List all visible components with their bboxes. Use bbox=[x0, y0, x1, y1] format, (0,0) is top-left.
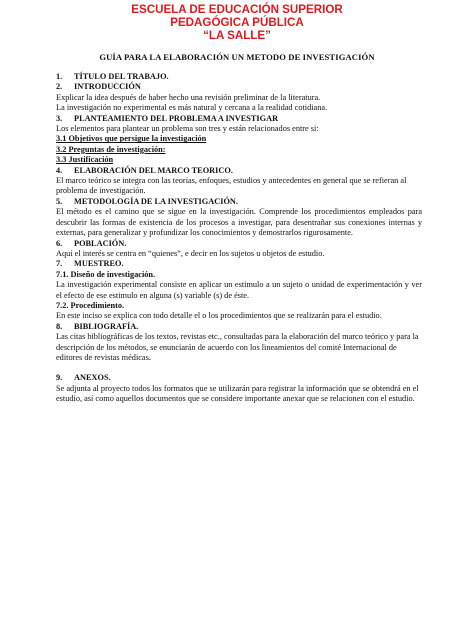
subsection-3-2: 3.2 Preguntas de investigación: bbox=[56, 144, 166, 154]
section-4-title: ELABORACIÓN DEL MARCO TEORICO. bbox=[74, 165, 233, 175]
section-2-heading bbox=[56, 82, 422, 92]
section-8-number: 8. bbox=[56, 321, 63, 331]
section-5-heading bbox=[56, 197, 422, 207]
section-3-title: PLANTEAMIENTO DEL PROBLEMA A INVESTIGAR bbox=[74, 113, 279, 123]
section-5-paragraph: El método es el camino que se sigue en la investigación. Comprende los procedimientos empleados para descubrir las formas de existencia de los procesos a investigar, para desentrañar sus conexiones internas y externas, para generalizar y profundizar los conocimientos y demostrarlos rigurosamente. bbox=[56, 207, 422, 238]
section-1-title: TÍTULO DEL TRABAJO. bbox=[74, 72, 169, 81]
section-7-heading bbox=[56, 259, 422, 269]
school-name-line2: PEDAGÓGICA PÚBLICA bbox=[170, 16, 304, 29]
document-body bbox=[56, 72, 422, 405]
section-4-number: 4. bbox=[56, 165, 63, 175]
subsection-3-1: 3.1 Objetivos que persigue la investigación bbox=[56, 134, 207, 144]
section-5-title: METODOLOGÍA DE LA INVESTIGACIÓN. bbox=[74, 196, 238, 206]
section-2-paragraph-2: La investigación no experimental es más natural y cercana a la realidad cotidiana. bbox=[56, 103, 328, 113]
subsection-7-1: 7.1. Diseño de investigación. bbox=[56, 269, 156, 279]
subsection-3-3: 3.3 Justificación bbox=[56, 155, 114, 165]
section-9-heading bbox=[56, 373, 422, 383]
section-6-title: POBLACIÓN. bbox=[74, 238, 127, 248]
section-7-number: 7. bbox=[56, 259, 63, 269]
section-9-title: ANEXOS. bbox=[74, 373, 111, 383]
document-title: GUÍA PARA LA ELABORACIÓN UN METODO DE INVESTIGACIÓN bbox=[99, 52, 375, 62]
section-8-paragraph: Las citas bibliográficas de los textos, revistas etc., consultadas para la elaboración del marco teórico y para la descripción de los métodos, se enunciarán de acuerdo con los lineamientos del comité Internacional de editores de revistas médicas. bbox=[56, 332, 419, 362]
section-6-paragraph: Aquí el interés se centra en “quienes”, e decir en los sujetos u objetos de estudio. bbox=[56, 248, 325, 258]
section-9-number: 9. bbox=[56, 373, 63, 383]
section-spacer bbox=[56, 363, 422, 373]
subsection-7-1-paragraph: La investigación experimental consiste en aplicar un estimulo a un sujeto o unidad de experimentación y ver el efecto de ese estimulo en alguna (s) variable (s) de éste. bbox=[56, 280, 422, 300]
school-header bbox=[0, 3, 474, 42]
section-4-paragraph: El marco teórico se integra con las teorías, enfoques, estudios y antecedentes en general que se refieran al problema de investigación. bbox=[56, 176, 407, 196]
section-3-heading bbox=[56, 114, 422, 124]
section-2-paragraph-1: Explicar la idea después de haber hecho una revisión preliminar de la literatura. bbox=[56, 92, 321, 102]
subsection-7-2-paragraph: En este inciso se explica con todo detalle el o los procedimientos que se realizarán para el estudio. bbox=[56, 311, 382, 321]
section-1-number: 1. bbox=[56, 72, 63, 81]
section-2-title: INTRODUCCIÓN bbox=[74, 82, 141, 92]
subsection-7-2: 7.2. Procedimiento. bbox=[56, 300, 125, 310]
section-6-heading bbox=[56, 239, 422, 249]
section-9-paragraph: Se adjunta al proyecto todos los formatos que se utilizarán para registrar la información que se obtendrá en el estudio, así como aquellos documentos que se considere importante anexar que se relacionen con el estudio. bbox=[56, 383, 419, 404]
section-1-heading bbox=[56, 72, 422, 82]
section-2-number: 2. bbox=[56, 82, 63, 92]
section-6-number: 6. bbox=[56, 238, 63, 248]
section-8-title: BIBLIOGRAFÍA. bbox=[74, 321, 139, 331]
section-3-number: 3. bbox=[56, 113, 63, 123]
school-name-line1: ESCUELA DE EDUCACIÓN SUPERIOR bbox=[131, 3, 343, 16]
section-7-title: MUESTREO. bbox=[74, 259, 124, 269]
section-5-number: 5. bbox=[56, 196, 63, 206]
section-8-heading bbox=[56, 322, 422, 332]
school-name-line3: “LA SALLE” bbox=[203, 29, 271, 42]
section-4-heading bbox=[56, 166, 422, 176]
section-3-paragraph: Los elementos para plantear un problema son tres y están relacionados entre si: bbox=[56, 124, 319, 134]
